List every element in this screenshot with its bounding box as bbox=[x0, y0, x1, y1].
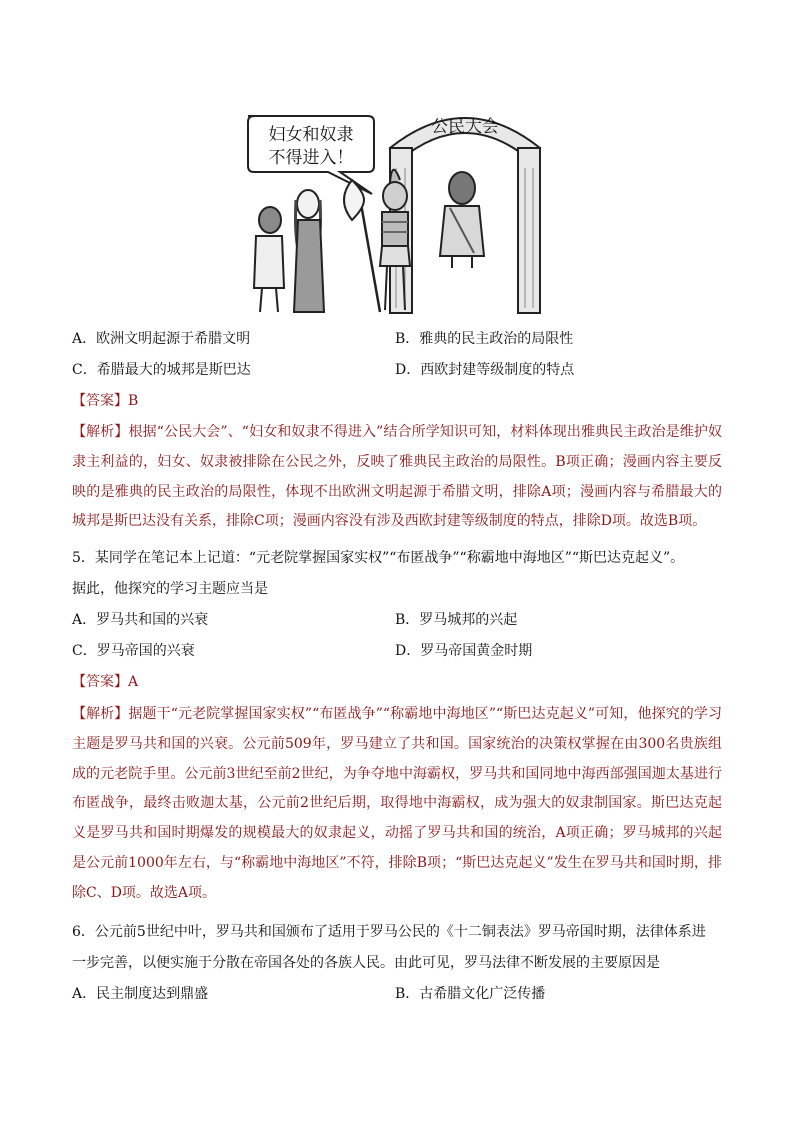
q5-stem-line-1: 5．某同学在笔记本上记道：“元老院掌握国家实权”“布匿战争”“称霸地中海地区”“斯巴达克起义”。 bbox=[72, 550, 685, 566]
q5-answer: 【答案】A bbox=[72, 674, 139, 690]
speech-line-2: 不得进入！ bbox=[268, 148, 354, 168]
woman-figure bbox=[294, 190, 324, 312]
q6-option-b: B．古希腊文化广泛传播 bbox=[395, 986, 546, 1002]
q4-answer: 【答案】B bbox=[72, 393, 139, 409]
cartoon-illustration bbox=[240, 88, 560, 324]
gate-sign-text: 公民大会 bbox=[431, 117, 499, 137]
q5-stem-line-2: 据此，他探究的学习主题应当是 bbox=[72, 581, 268, 597]
q5-analysis-text: 据题干“元老院掌握国家实权”“布匿战争”“称霸地中海地区”“斯巴达克起义”可知，他探究的学习主题是罗马共和国的兴衰。公元前509年，罗马建立了共和国。国家统治的决策权掌握在由300名贵族组成的元老院手里。公元前3世纪至前2世纪，为争夺地中海霸权，罗马共和国同地中海西部强国迦太基进行布匿战争，最终击败迦太基，公元前2世纪后期，取得地中海霸权，成为强大的奴隶制国家。斯巴达克起义是罗马共和国时期爆发的规模最大的奴隶起义，动摇了罗马共和国的统治，A项正确；罗马城邦的兴起是公元前1000年左右，与“称霸地中海地区”不符，排除B项；“斯巴达克起义”发生在罗马共和国时期，排除C、D项。故选A项。 bbox=[72, 706, 723, 901]
q5-option-c: C．罗马帝国的兴衰 bbox=[72, 643, 195, 659]
q5-option-b: B．罗马城邦的兴起 bbox=[395, 612, 518, 628]
q4-analysis-tag: 【解析】 bbox=[72, 424, 129, 440]
q5-analysis bbox=[72, 700, 722, 912]
q5-option-d: D．罗马帝国黄金时期 bbox=[395, 643, 533, 659]
slave-figure bbox=[254, 207, 284, 312]
speech-line-1: 妇女和奴隶 bbox=[268, 125, 354, 145]
q4-option-a: A．欧洲文明起源于希腊文明 bbox=[72, 331, 251, 347]
q5-option-a: A．罗马共和国的兴衰 bbox=[72, 612, 209, 628]
q4-analysis bbox=[72, 418, 722, 540]
q4-option-b: B．雅典的民主政治的局限性 bbox=[395, 331, 574, 347]
q6-stem-line-1: 6．公元前5世纪中叶，罗马共和国颁布了适用于罗马公民的《十二铜表法》罗马帝国时期，法律体系进 bbox=[72, 924, 706, 940]
q6-stem-line-2: 一步完善，以便实施于分散在帝国各处的各族人民。由此可见，罗马法律不断发展的主要原因是 bbox=[72, 955, 660, 971]
q4-option-c: C．希腊最大的城邦是斯巴达 bbox=[72, 362, 251, 378]
q4-analysis-text: 根据“公民大会”、“妇女和奴隶不得进入”结合所学知识可知，材料体现出雅典民主政治是维护奴隶主利益的，妇女、奴隶被排除在公民之外，反映了雅典民主政治的局限性。B项正确；漫画内容主要反映的是雅典的民主政治的局限性，体现不出欧洲文明起源于希腊文明，排除A项；漫画内容与希腊最大的城邦是斯巴达没有关系，排除C项；漫画内容没有涉及西欧封建等级制度的特点，排除D项。故选B项。 bbox=[72, 424, 722, 530]
citizen-figure bbox=[440, 172, 484, 268]
q5-analysis-tag: 【解析】 bbox=[72, 706, 129, 722]
q6-option-a: A．民主制度达到鼎盛 bbox=[72, 986, 209, 1002]
q4-option-d: D．西欧封建等级制度的特点 bbox=[395, 362, 575, 378]
